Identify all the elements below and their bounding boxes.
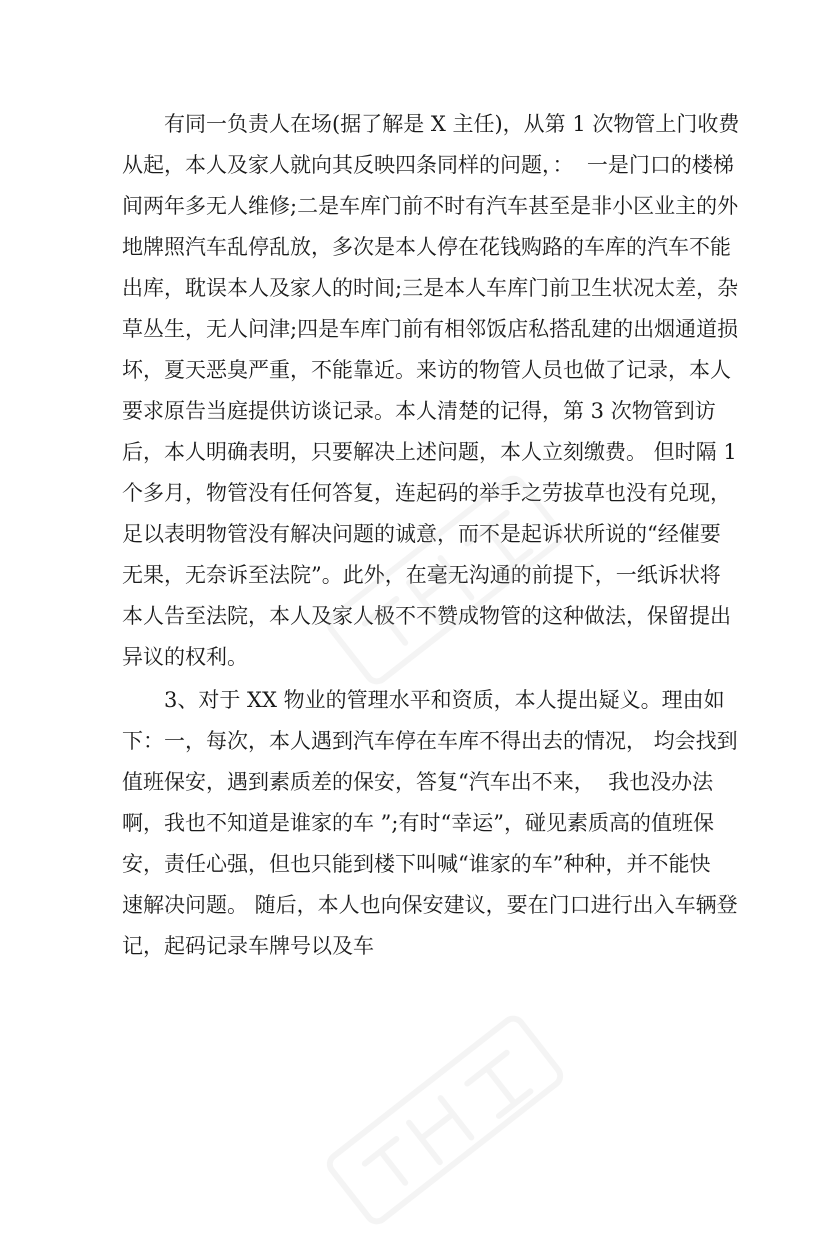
text-line: 啊，我也不知道是谁家的车 ”;有时“幸运”，碰见素质高的值班保 [122, 811, 714, 835]
document-body [122, 104, 740, 967]
text-line: 个多月，物管没有任何答复，连起码的举手之劳拔草也没有兑现， [122, 481, 731, 505]
text-line: 有同一负责人在场(据了解是 X 主任)，从第 1 次物管上门收费 [164, 112, 740, 136]
paragraph-2 [122, 680, 738, 967]
text-line: 本人告至法院，本人及家人极不不赞成物管的这种做法，保留提出 [122, 604, 731, 628]
text-line: 异议的权利。 [122, 645, 248, 669]
text-line: 无果，无奈诉至法院”。此外，在毫无沟通的前提下，一纸诉状将 [122, 563, 721, 587]
text-line: 草丛生，无人问津;四是车库门前有相邻饭店私搭乱建的出烟通道损 [122, 317, 739, 341]
text-line: 足以表明物管没有解决问题的诚意，而不是起诉状所说的“经催要 [122, 522, 721, 546]
text-line: 安，责任心强，但也只能到楼下叫喊“谁家的车”种种，并不能快 [122, 852, 711, 876]
text-line: 记，起码记录车牌号以及车 [122, 934, 374, 958]
text-line: 速解决问题。 随后，本人也向保安建议，要在门口进行出入车辆登 [122, 893, 738, 917]
text-line: 间两年多无人维修;二是车库门前不时有汽车甚至是非小区业主的外 [122, 194, 739, 218]
text-line: 从起，本人及家人就向其反映四条同样的问题，： 一是门口的楼梯 [122, 153, 734, 177]
text-line: 后，本人明确表明，只要解决上述问题，本人立刻缴费。 但时隔 1 [122, 440, 737, 464]
text-line: 值班保安，遇到素质差的保安，答复“汽车出不来， 我也没办法 [122, 770, 714, 794]
text-line: 3、对于 XX 物业的管理水平和资质，本人提出疑义。理由如 [164, 688, 725, 712]
text-line: 坏，夏天恶臭严重，不能靠近。来访的物管人员也做了记录，本人 [122, 358, 731, 382]
text-line: 地牌照汽车乱停乱放，多次是本人停在花钱购路的车库的汽车不能 [122, 235, 731, 259]
text-line: 要求原告当庭提供访谈记录。本人清楚的记得，第 3 次物管到访 [122, 399, 716, 423]
paragraph-1 [122, 104, 740, 678]
watermark-logo [306, 993, 585, 1247]
text-line: 出库，耽误本人及家人的时间;三是本人车库门前卫生状况太差，杂 [122, 276, 739, 300]
text-line: 下：一，每次，本人遇到汽车停在车库不得出去的情况， 均会找到 [122, 729, 738, 753]
